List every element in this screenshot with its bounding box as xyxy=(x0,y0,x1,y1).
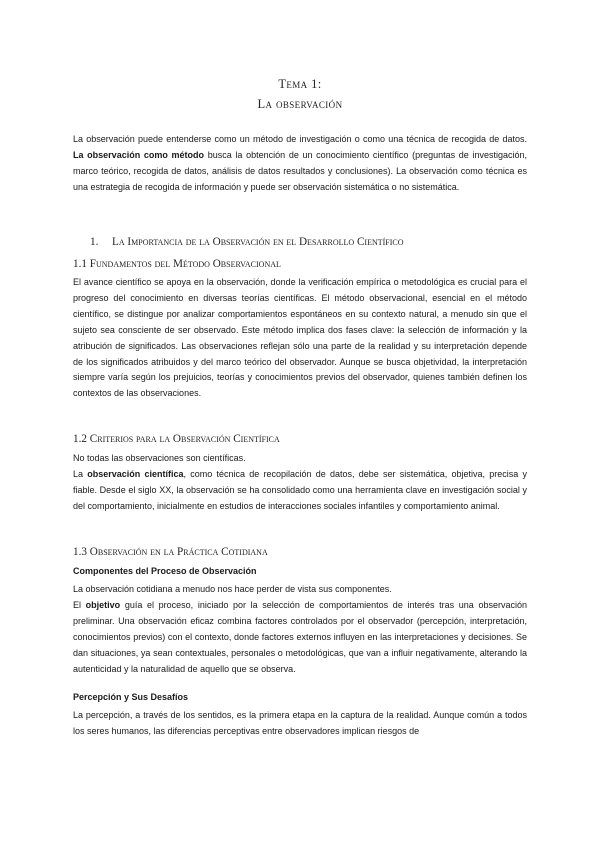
components-paragraph xyxy=(73,598,527,678)
section-1-number: 1. xyxy=(90,236,99,248)
s12-text-post: , como técnica de recopilación de datos, debe ser sistemática, objetiva, precisa y fiable. Desde el siglo XX, la observación se ha consolidado como una herramienta clave en investigación social y del comportamiento, inicialmente en estudios de interacciones sociales infantiles y comportamiento animal. xyxy=(73,469,527,511)
subsection-1-3-heading: 1.3 Observación en la Práctica Cotidiana xyxy=(73,546,268,558)
document-title-line2: La observación xyxy=(257,97,343,111)
subsection-1-2-paragraph xyxy=(73,467,527,515)
perception-subheading: Percepción y Sus Desafíos xyxy=(73,692,189,702)
subsection-1-1-heading: 1.1 Fundamentos del Método Observacional xyxy=(73,258,281,270)
s12-text-pre: La xyxy=(73,469,88,479)
intro-text-pre: La observación puede entenderse como un método de investigación o como una técnica de recogida de datos. xyxy=(73,134,527,144)
section-1-title: La Importancia de la Observación en el Desarrollo Científico xyxy=(112,236,404,248)
subsection-1-2-intro-line: No todas las observaciones son científicas. xyxy=(73,453,246,463)
components-intro-line: La observación cotidiana a menudo nos hace perder de vista sus componentes. xyxy=(73,584,392,594)
s12-bold-term: observación científica xyxy=(87,469,184,479)
intro-text-post: busca la obtención de un conocimiento científico (preguntas de investigación, marco teórico, recogida de datos, análisis de datos resultados y conclusiones). La observación como técnica es una estrategia de recogida de información y puede ser observación sistemática o no sistemática. xyxy=(73,149,527,192)
components-subheading: Componentes del Proceso de Observación xyxy=(73,566,257,576)
subsection-1-2-heading: 1.2 Criterios para la Observación Científica xyxy=(73,433,280,445)
s13-bold-term: objetivo xyxy=(85,600,121,610)
intro-bold-term: La observación como método xyxy=(73,149,205,160)
s13-text-post: guía el proceso, iniciado por la selección de comportamientos de interés tras una observación preliminar. Una observación eficaz combina factores controlados por el observador (percepción, interpretación, conocimientos previos) con el contexto, donde factores externos influyen en las interpretaciones y decisiones. Se dan situaciones, ya sean contextuales, personales o metodológicas, que van a influir negativamente, alterando la autenticidad y la naturalidad de aquello que se observa. xyxy=(73,600,527,674)
intro-paragraph xyxy=(73,132,527,196)
perception-paragraph: La percepción, a través de los sentidos, es la primera etapa en la captura de la realidad. Aunque común a todos los seres humanos, las diferencias perceptivas entre observadores implican riesgos de xyxy=(73,710,527,736)
s13-text-pre: El xyxy=(73,600,86,610)
document-title-line1: Tema 1: xyxy=(278,77,322,91)
section-1-heading xyxy=(90,236,404,248)
subsection-1-1-paragraph: El avance científico se apoya en la observación, donde la verificación empírica o metodológica es crucial para el progreso del conocimiento en diversas teorías científicas. El método observacional, esencial en el método científico, se distingue por analizar comportamientos espontáneos en su contexto natural, a menudo sin que el sujeto sea consciente de ser observado. Este método implica dos fases clave: la selección de información y la atribución de significados. Las observaciones reflejan sólo una parte de la realidad y su interpretación depende de los significados atribuidos y del marco teórico del observador. Aunque se busca objetividad, la interpretación siempre varía según los prejuicios, teorías y conocimientos previos del observador, quienes también definen los contextos de las observaciones. xyxy=(73,277,527,399)
